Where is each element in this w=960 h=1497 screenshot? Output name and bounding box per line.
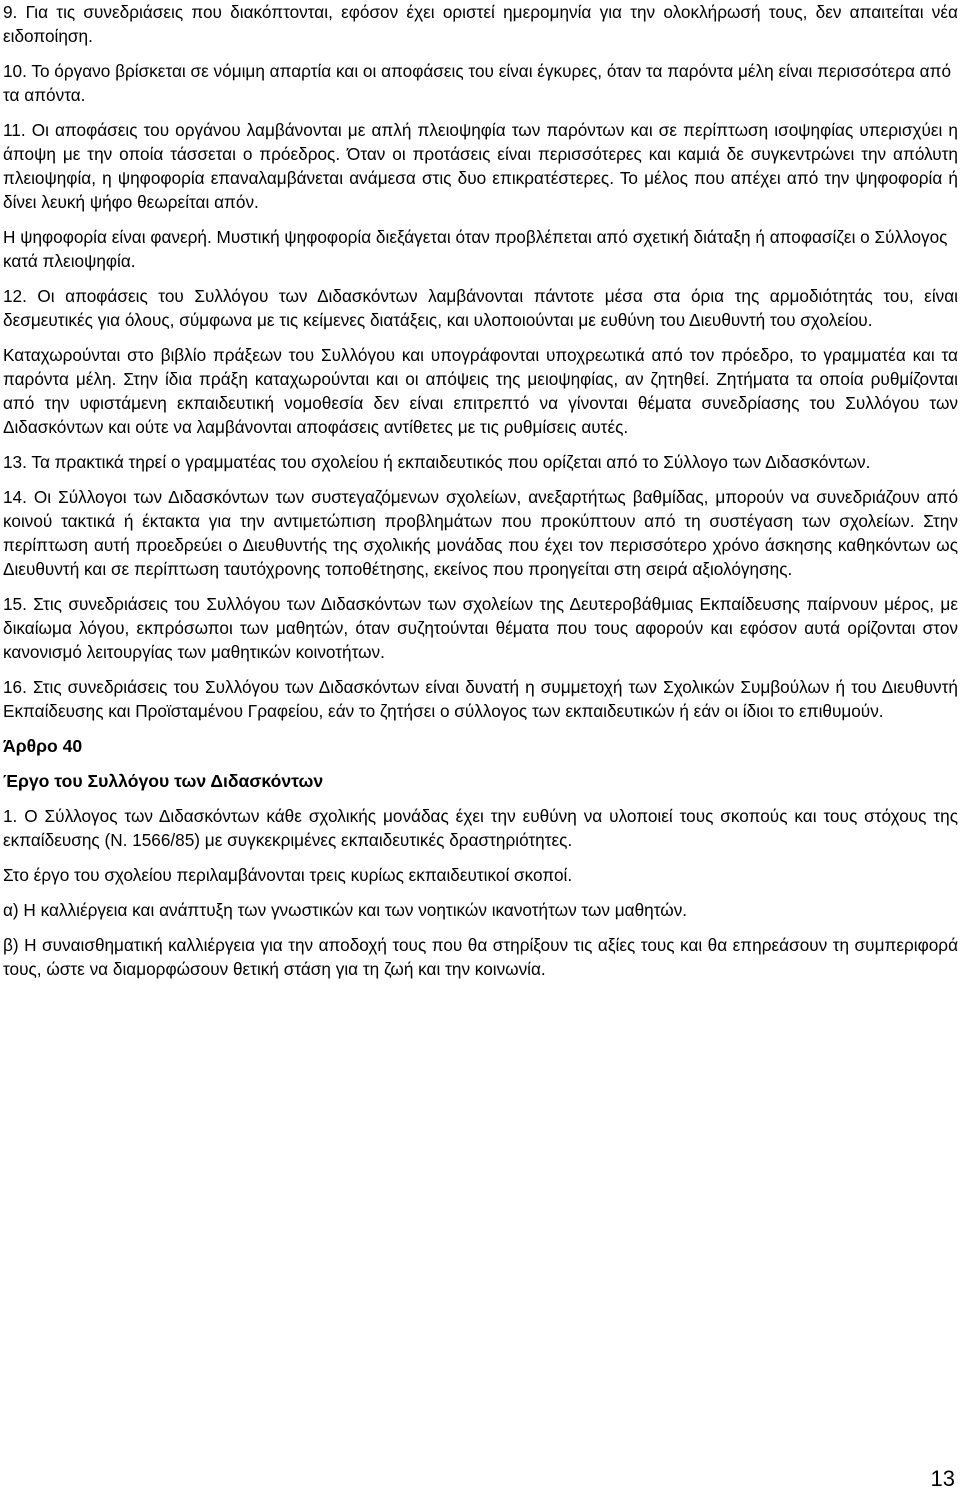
paragraph-15: 15. Στις συνεδριάσεις του Συλλόγου των Διδασκόντων των σχολείων της Δευτεροβάθμιας Εκπαίδευσης παίρνουν μέρος, με δικαίωμα λόγου, εκπρόσωποι των μαθητών, όταν συζητούνται θέματα που τους αφορούν και εφόσον αυτά ορίζονται στον κανονισμό λειτουργίας των μαθητικών κοινοτήτων. bbox=[3, 594, 958, 662]
paragraph-12-records: Καταχωρούνται στο βιβλίο πράξεων του Συλλόγου και υπογράφονται υποχρεωτικά από τον πρόεδρο, το γραμματέα και τα παρόντα μέλη. Στην ίδια πράξη καταχωρούνται και οι απόψεις της μειοψηφίας, αν ζητηθεί. Ζητήματα τα οποία ρυθμίζονται από την υφιστάμενη εκπαιδευτική νομοθεσία δεν είναι επιτρεπτό να γίνονται θέματα συνεδρίασης του Συλλόγου των Διδασκόντων και ούτε να λαμβάνονται αποφάσεις αντίθετες με τις ρυθμίσεις αυτές. bbox=[3, 345, 958, 437]
paragraph-9: 9. Για τις συνεδριάσεις που διακόπτονται, εφόσον έχει οριστεί ημερομηνία για την ολοκλήρωσή τους, δεν απαιτείται νέα ειδοποίηση. bbox=[3, 2, 958, 46]
page-number: 13 bbox=[930, 1466, 955, 1491]
article-paragraph-1: 1. Ο Σύλλογος των Διδασκόντων κάθε σχολικής μονάδας έχει την ευθύνη να υλοποιεί τους σκοπούς και τους στόχους της εκπαίδευσης (Ν. 1566/85) με συγκεκριμένες εκπαιδευτικές δραστηριότητες. bbox=[3, 806, 958, 850]
article-number-heading: Άρθρο 40 bbox=[3, 736, 83, 756]
paragraph-11: 11. Οι αποφάσεις του οργάνου λαμβάνονται με απλή πλειοψηφία των παρόντων και σε περίπτωση ισοψηφίας υπερισχύει η άποψη με την οποία τάσσεται ο πρόεδρος. Όταν οι προτάσεις είναι περισσότερες και καμιά δε συγκεντρώνει την απόλυτη πλειοψηφία, η ψηφοφορία επαναλαμβάνεται ανάμεσα στις δυο επικρατέστερες. Το μέλος που απέχει από την ψηφοφορία ή δίνει λευκή ψήφο θεωρείται απόν. bbox=[3, 120, 958, 212]
paragraph-10: 10. Το όργανο βρίσκεται σε νόμιμη απαρτία και οι αποφάσεις του είναι έγκυρες, όταν τα παρόντα μέλη είναι περισσότερα από τα απόντα. bbox=[3, 61, 952, 105]
paragraph-12: 12. Οι αποφάσεις του Συλλόγου των Διδασκόντων λαμβάνονται πάντοτε μέσα στα όρια της αρμοδιότητάς του, είναι δεσμευτικές για όλους, σύμφωνα με τις κείμενες διατάξεις, και υλοποιούνται με ευθύνη του Διευθυντή του σχολείου. bbox=[3, 286, 958, 330]
article-paragraph-alpha: α) Η καλλιέργεια και ανάπτυξη των γνωστικών και των νοητικών ικανοτήτων των μαθητών. bbox=[3, 900, 688, 920]
paragraph-11-voting: Η ψηφοφορία είναι φανερή. Μυστική ψηφοφορία διεξάγεται όταν προβλέπεται από σχετική διάταξη ή αποφασίζει ο Σύλλογος κατά πλειοψηφία. bbox=[3, 227, 948, 271]
paragraph-16: 16. Στις συνεδριάσεις του Συλλόγου των Διδασκόντων είναι δυνατή η συμμετοχή των Σχολικών Συμβούλων ή του Διευθυντή Εκπαίδευσης και Προϊσταμένου Γραφείου, εάν το ζητήσει ο σύλλογος των εκπαιδευτικών ή εάν οι ίδιοι το επιθυμούν. bbox=[3, 677, 958, 721]
article-paragraph-2: Στο έργο του σχολείου περιλαμβάνονται τρεις κυρίως εκπαιδευτικοί σκοποί. bbox=[3, 865, 573, 885]
paragraph-13: 13. Τα πρακτικά τηρεί ο γραμματέας του σχολείου ή εκπαιδευτικός που ορίζεται από το Σύλλογο των Διδασκόντων. bbox=[3, 452, 871, 472]
document-body bbox=[3, 0, 958, 992]
article-paragraph-beta: β) Η συναισθηματική καλλιέργεια για την αποδοχή τους που θα στηρίξουν τις αξίες τους και θα επηρεάσουν τη συμπεριφορά τους, ώστε να διαμορφώσουν θετική στάση για τη ζωή και την κοινωνία. bbox=[3, 935, 958, 979]
paragraph-14: 14. Οι Σύλλογοι των Διδασκόντων των συστεγαζόμενων σχολείων, ανεξαρτήτως βαθμίδας, μπορούν να συνεδριάζουν από κοινού τακτικά ή έκτακτα για την αντιμετώπιση προβλημάτων που προκύπτουν από τη συστέγαση των σχολείων. Στην περίπτωση αυτή προεδρεύει ο Διευθυντής της σχολικής μονάδας που έχει τον περισσότερο χρόνο άσκησης καθηκόντων ως Διευθυντή και σε περίπτωση ταυτόχρονης τοποθέτησης, εκείνος που προηγείται στη σειρά αξιολόγησης. bbox=[3, 487, 958, 579]
article-title-heading: Έργο του Συλλόγου των Διδασκόντων bbox=[3, 771, 324, 791]
